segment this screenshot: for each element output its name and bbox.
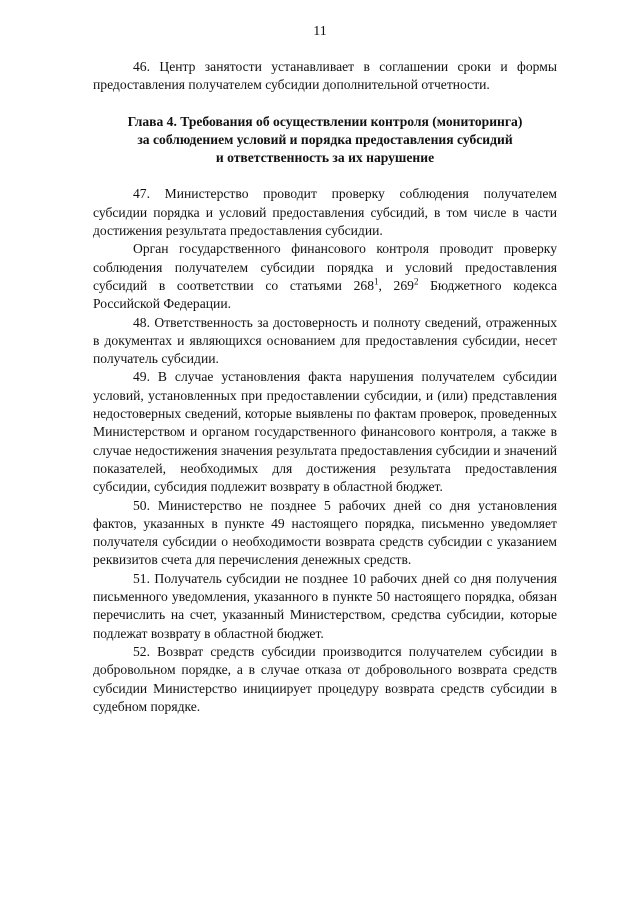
paragraph-47-control — [93, 240, 557, 313]
paragraph-47: 47. Министерство проводит проверку соблюдения получателем субсидии порядка и условий предоставления субсидий, в том числе в части достижения результата предоставления субсидии. — [93, 186, 557, 239]
footnote-sup-268: 1 — [374, 276, 379, 287]
chapter-heading-line-3: и ответственность за их нарушение — [215, 150, 435, 166]
chapter-heading-line-1: Глава 4. Требования об осуществлении контроля (мониторинга) — [127, 113, 523, 129]
document-body — [93, 58, 557, 716]
page-number: 11 — [313, 24, 327, 39]
paragraph-51: 51. Получатель субсидии не позднее 10 рабочих дней со дня получения письменного уведомления, указанного в пункте 50 настоящего порядка, обязан перечислить на счет, указанный Министерством, средства субсидии, которые подлежат возврату в областной бюджет. — [93, 570, 557, 641]
chapter-heading-line-2: за соблюдением условий и порядка предоставления субсидий — [137, 131, 513, 147]
paragraph-46: 46. Центр занятости устанавливает в соглашении сроки и формы предоставления получателем субсидии дополнительной отчетности. — [93, 59, 557, 93]
paragraph-47-control-text-end: Бюджетного кодекса Российской Федерации. — [93, 277, 558, 312]
paragraph-47-control-text: Орган государственного финансового контроля проводит проверку соблюдения получателем субсидии порядка и условий предоставления субсидий в соответствии со статьями 268 — [93, 241, 557, 293]
chapter-heading — [93, 113, 557, 168]
paragraph-52: 52. Возврат средств субсидии производится получателем субсидии в добровольном порядке, а в случае отказа от добровольного возврата средств субсидии Министерство инициирует процедуру возврата средств субсидии в судебном порядке. — [93, 643, 557, 714]
footnote-sup-269: 2 — [413, 276, 419, 287]
paragraph-49: 49. В случае установления факта нарушения получателем субсидии условий, установленных при предоставлении субсидии, и (или) представления недостоверных сведений, которые выявлены по фактам проверок, проведенных Министерством и органом государственного финансового контроля, а также в случае недостижения значения результата предоставления субсидии и значений показателей, необходимых для достижения результата предоставления субсидии, субсидия подлежит возврату в областной бюджет. — [93, 369, 557, 495]
paragraph-47-control-text-mid: , 269 — [378, 277, 414, 293]
paragraph-50: 50. Министерство не позднее 5 рабочих дней со дня установления фактов, указанных в пункте 49 настоящего порядка, письменно уведомляет получателя субсидии о необходимости возврата средств субсидии с указанием реквизитов счета для перечисления денежных средств. — [93, 497, 557, 568]
paragraph-48: 48. Ответственность за достоверность и полноту сведений, отраженных в документах и являющихся основанием для предоставления субсидии, несет получатель субсидии. — [93, 314, 557, 367]
